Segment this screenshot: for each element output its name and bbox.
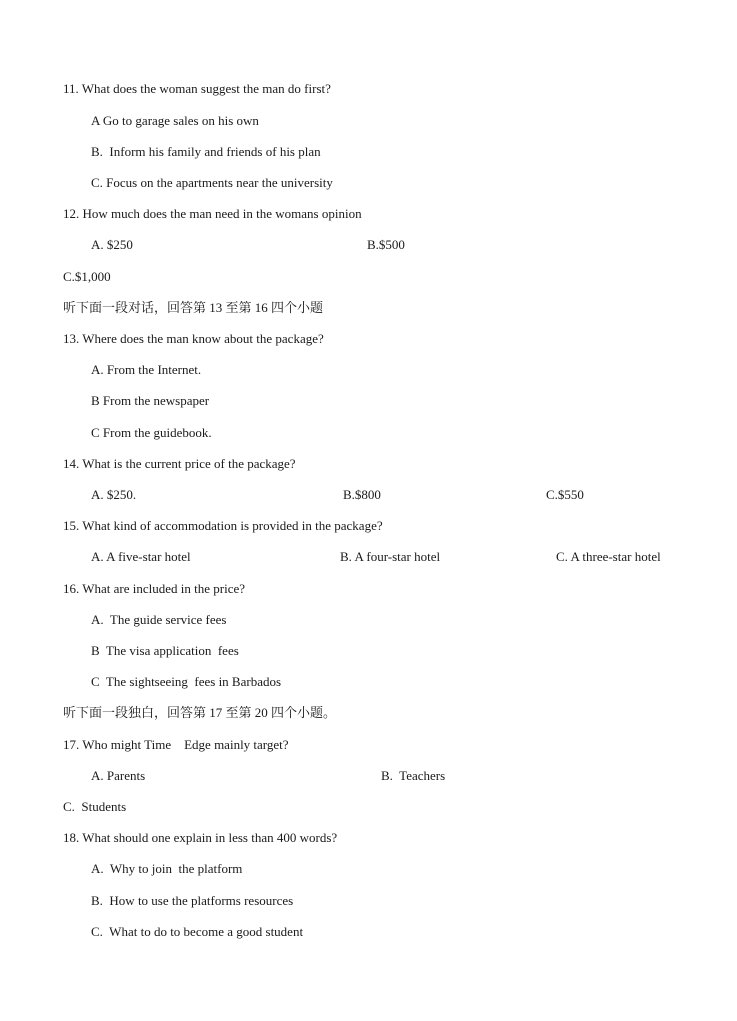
q15-option-a: A. A five-star hotel	[91, 549, 191, 564]
q17-option-b: B. Teachers	[381, 768, 446, 783]
q13-option-a: A. From the Internet.	[91, 362, 202, 377]
q18-option-b: B. How to use the platforms resources	[91, 893, 294, 908]
question-12: 12. How much does the man need in the womans opinion	[63, 206, 362, 221]
q16-option-a: A. The guide service fees	[91, 612, 227, 627]
q11-option-b: B. Inform his family and friends of his plan	[91, 144, 321, 159]
question-17: 17. Who might Time Edge mainly target?	[63, 737, 289, 752]
question-11: 11. What does the woman suggest the man do first?	[63, 81, 331, 96]
q13-option-c: C From the guidebook.	[91, 425, 212, 440]
q12-option-b: B.$500	[367, 237, 405, 252]
q15-option-b: B. A four-star hotel	[340, 549, 441, 564]
q11-option-a: A Go to garage sales on his own	[91, 113, 259, 128]
q15-option-c: C. A three-star hotel	[556, 549, 661, 564]
q14-option-b: B.$800	[343, 487, 381, 502]
q17-option-a: A. Parents	[91, 768, 146, 783]
q14-option-a: A. $250.	[91, 487, 137, 502]
q18-option-c: C. What to do to become a good student	[91, 924, 304, 939]
question-14: 14. What is the current price of the package?	[63, 456, 296, 471]
q18-option-a: A. Why to join the platform	[91, 861, 243, 876]
section-instruction-2: 听下面一段独白，回答第 17 至第 20 四个小题。	[63, 705, 337, 720]
q12-option-c: C.$1,000	[63, 269, 111, 284]
q12-option-a: A. $250	[91, 237, 133, 252]
q14-option-c: C.$550	[546, 487, 584, 502]
q13-option-b: B From the newspaper	[91, 393, 210, 408]
question-13: 13. Where does the man know about the package?	[63, 331, 324, 346]
question-16: 16. What are included in the price?	[63, 581, 246, 596]
q16-option-c: C The sightseeing fees in Barbados	[91, 674, 282, 689]
question-15: 15. What kind of accommodation is provided in the package?	[63, 518, 383, 533]
question-18: 18. What should one explain in less than 400 words?	[63, 830, 338, 845]
q16-option-b: B The visa application fees	[91, 643, 239, 658]
q17-option-c: C. Students	[63, 799, 127, 814]
q11-option-c: C. Focus on the apartments near the university	[91, 175, 333, 190]
section-instruction-1: 听下面一段对话，回答第 13 至第 16 四个小题	[63, 300, 324, 315]
